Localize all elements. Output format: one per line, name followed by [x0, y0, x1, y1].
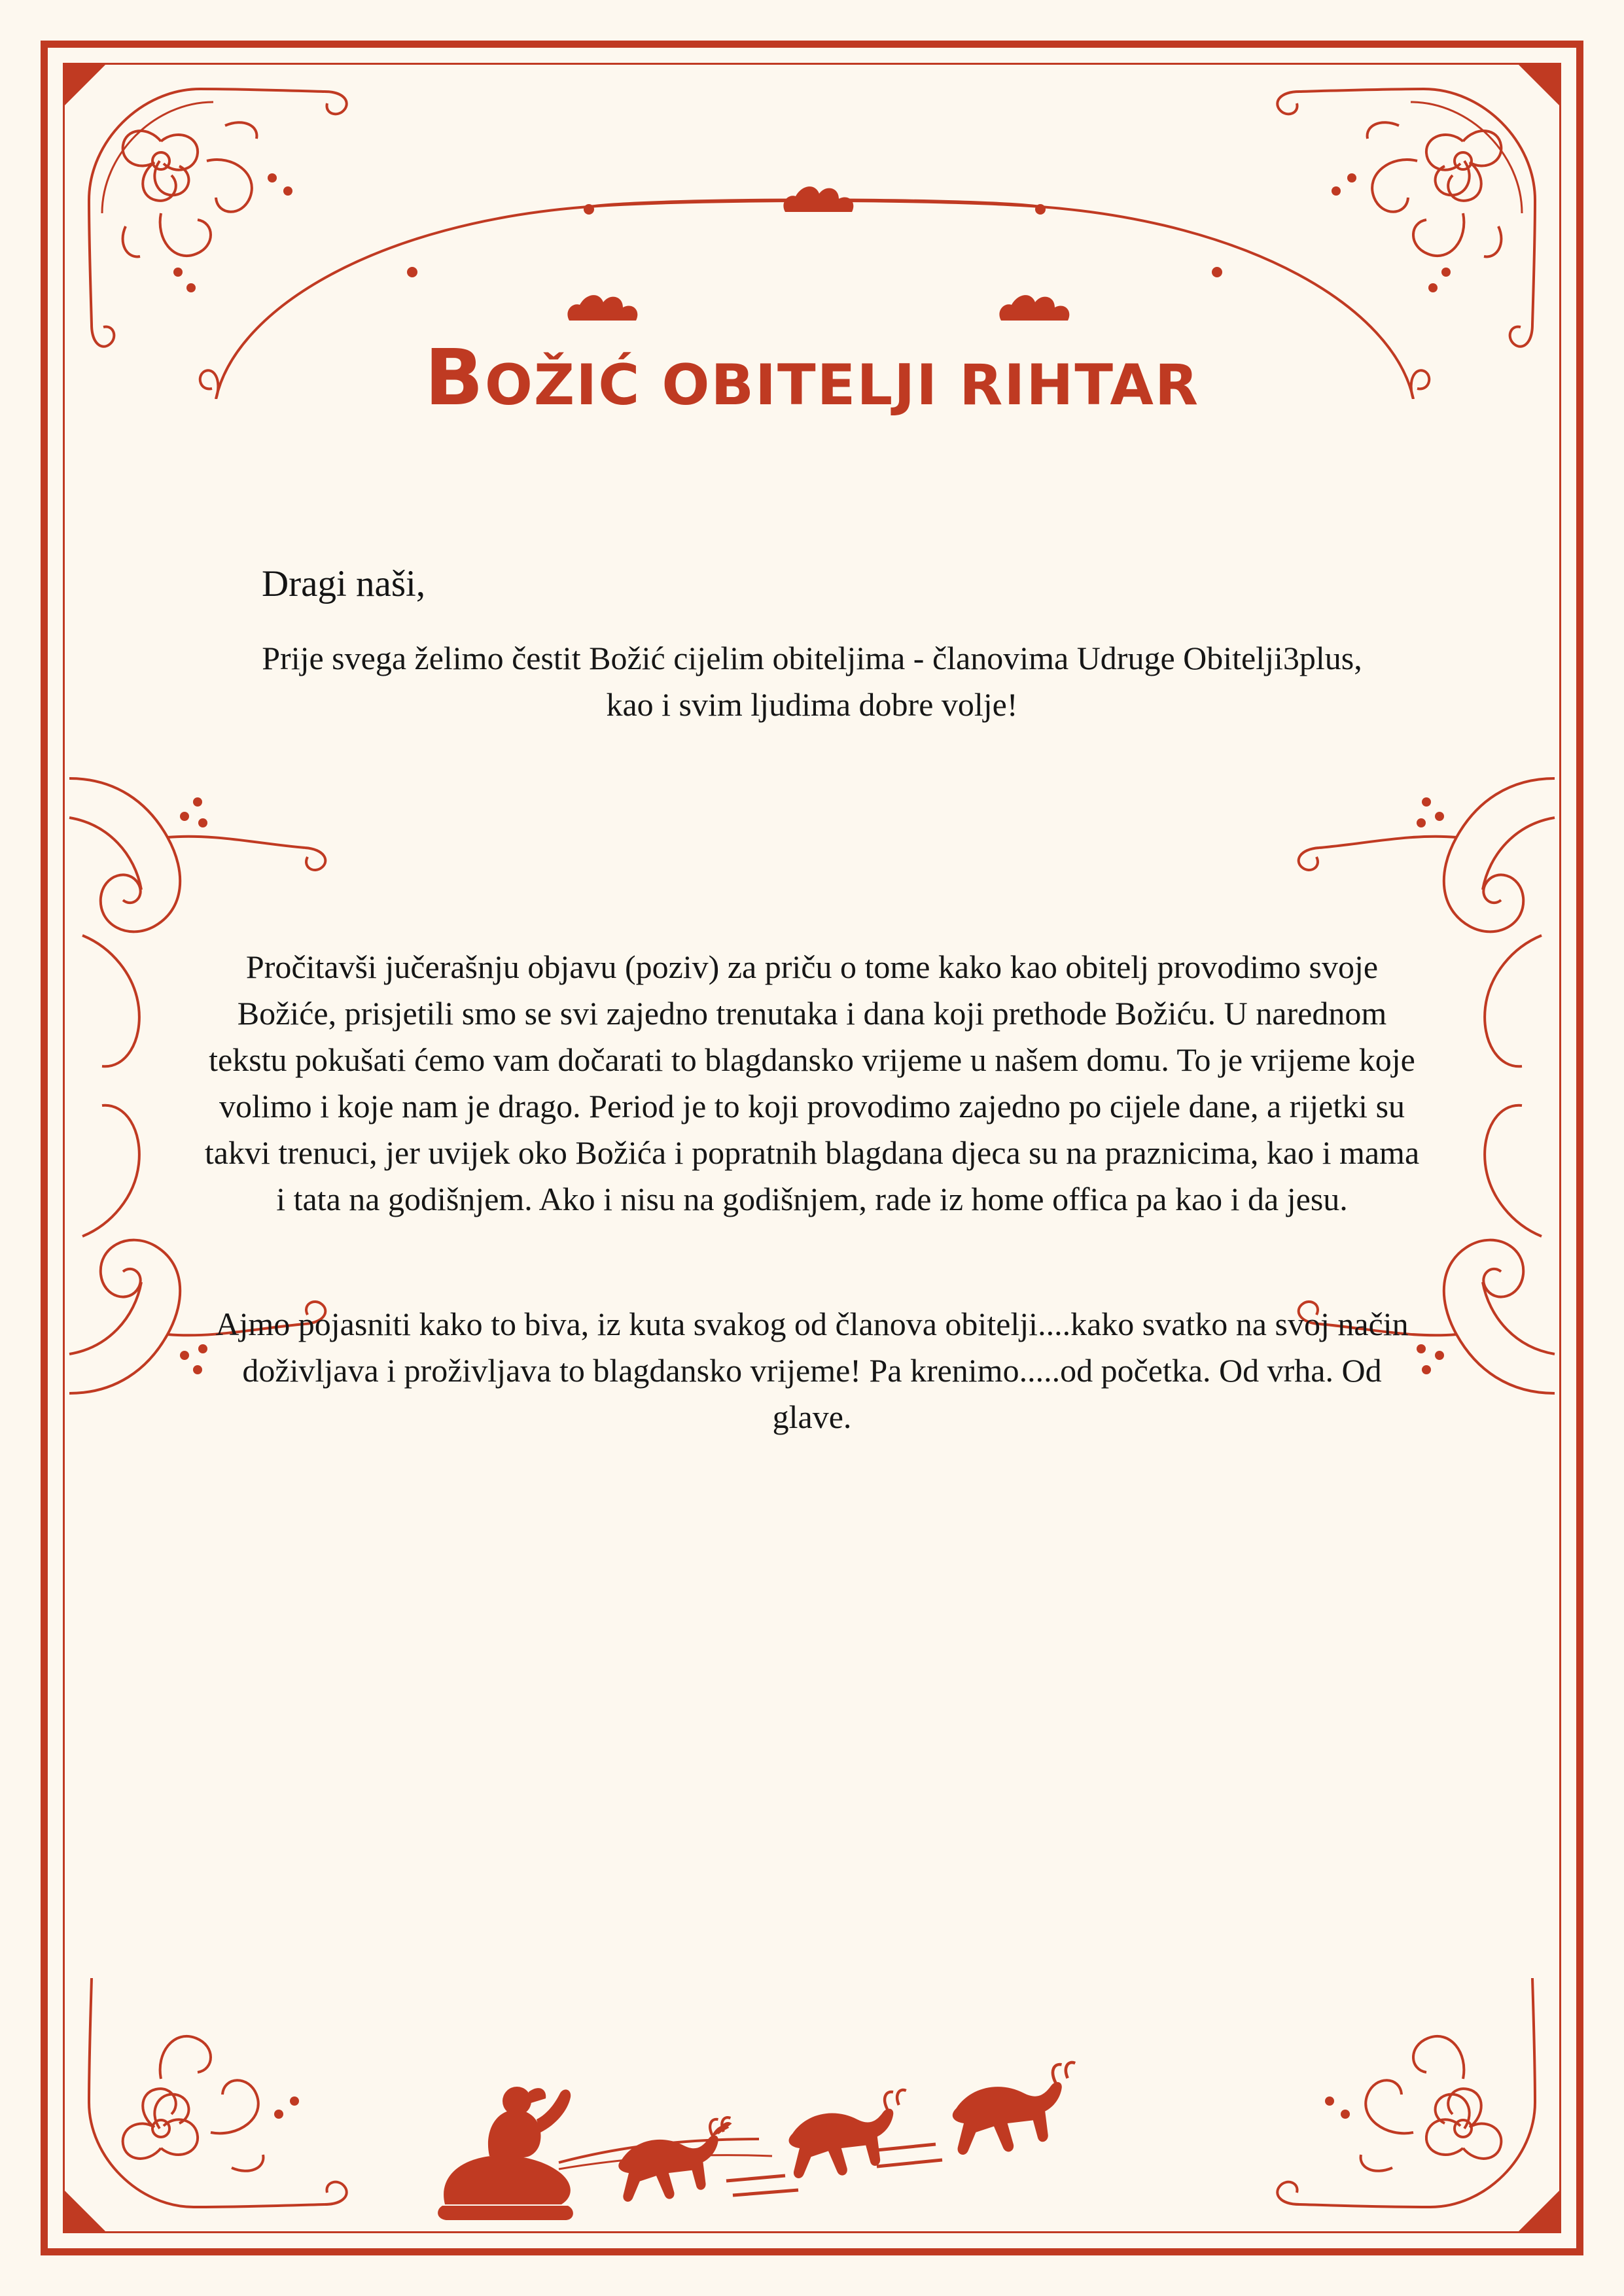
paragraph-3: Ajmo pojasniti kako to biva, iz kuta svakog od članova obitelji....kako svatko na svoj način doživljava i proživljava to blagdansko vrijeme! Pa krenimo.....od početka. Od vrha. Od glave. [215, 1306, 1409, 1435]
page-title [0, 332, 1624, 423]
title-rest: OŽIĆ OBITELJI RIHTAR [484, 353, 1200, 418]
paragraph-2: Pročitavši jučerašnju objavu (poziv) za priču o tome kako kao obitelj provodimo svoje Božiće, prisjetili smo se svi zajedno trenutaka i dana koji prethode Božiću. U narednom tekstu pokušati ćemo vam dočarati to blagdansko vrijeme u našem domu. To je vrijeme koje volimo i koje nam je drago. Period je to koji provodimo zajedno po cijele dane, a rijetki su takvi trenuci, jer uvijek oko Božića i popratnih blagdana djeca su na praznicima, kao i mama i tata na godišnjem. Ako i nisu na godišnjem, rade iz home offica pa kao i da jesu. [204, 948, 1420, 1217]
corner-triangle-top-left-icon [65, 65, 105, 105]
corner-triangle-bottom-left-icon [65, 2191, 105, 2231]
title-dropcap: B [424, 332, 485, 423]
paragraph-1: Prije svega želimo čestit Božić cijelim obiteljima - članovima Udruge Obitelji3plus, kao i svim ljudima dobre volje! [262, 640, 1362, 723]
corner-triangle-bottom-right-icon [1519, 2191, 1559, 2231]
corner-triangle-top-right-icon [1519, 65, 1559, 105]
letter-body [150, 563, 1474, 1440]
greeting-text: Dragi naši, [262, 563, 426, 604]
santa-sleigh-reindeer-icon [419, 2041, 1139, 2257]
